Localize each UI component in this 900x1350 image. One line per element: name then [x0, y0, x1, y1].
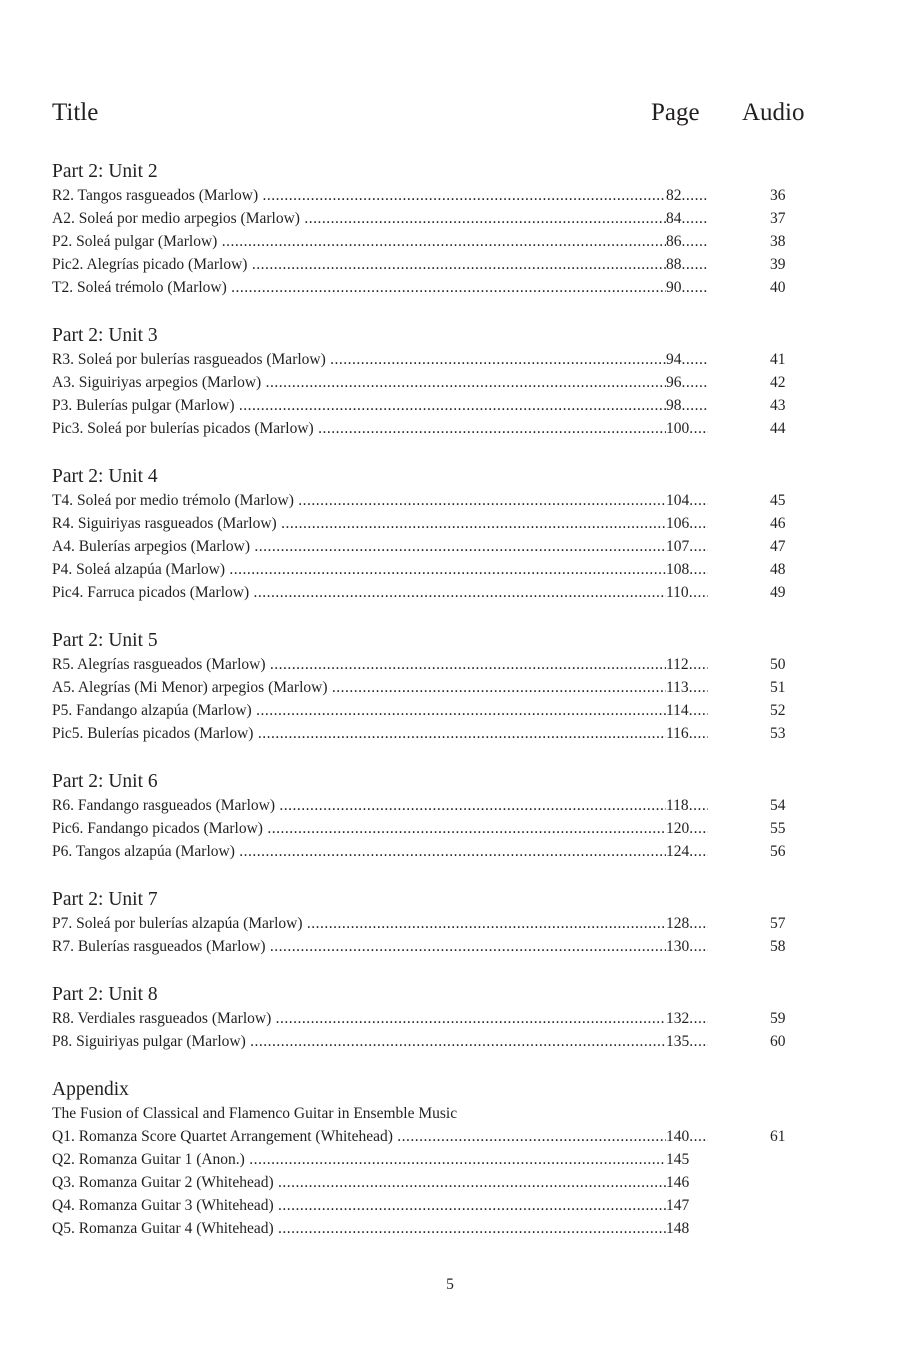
entry-title: Pic6. Fandango picados (Marlow) .....: [52, 817, 666, 840]
entry-audio-track: 46: [770, 515, 786, 532]
toc-entry[interactable]: [52, 794, 788, 817]
entry-page-number: 98 .....: [666, 394, 708, 417]
entry-audio-track: 47: [770, 538, 786, 555]
toc-entry[interactable]: [52, 558, 788, 581]
toc-entry[interactable]: [52, 276, 788, 299]
toc-entry[interactable]: [52, 417, 788, 440]
toc-section: [52, 770, 788, 863]
entry-title: Pic5. Bulerías picados (Marlow) .....: [52, 722, 666, 745]
entry-page-number: 104 .....: [666, 489, 708, 512]
page-number: 5: [446, 1276, 454, 1293]
toc-section: [52, 465, 788, 604]
toc-entry[interactable]: [52, 1007, 788, 1030]
toc-entry[interactable]: [52, 722, 788, 745]
toc-entry[interactable]: [52, 676, 788, 699]
entry-page-number: 96 .....: [666, 371, 708, 394]
entry-page-number: 147: [666, 1197, 690, 1214]
entry-audio-track: 50: [770, 656, 786, 673]
entry-audio-track: 48: [770, 561, 786, 578]
section-title: Part 2: Unit 5: [52, 630, 158, 651]
entry-page-number: 88 .....: [666, 253, 708, 276]
entry-title: Q2. Romanza Guitar 1 (Anon.) .....: [52, 1148, 666, 1171]
entry-page-number: 84 .....: [666, 207, 708, 230]
entry-title: T2. Soleá trémolo (Marlow) .....: [52, 276, 666, 299]
entry-page-number: 145: [666, 1151, 690, 1168]
entry-audio-track: 51: [770, 679, 786, 696]
toc-entry[interactable]: [52, 699, 788, 722]
entry-audio-track: 57: [770, 915, 786, 932]
entry-title: Q3. Romanza Guitar 2 (Whitehead) .....: [52, 1171, 666, 1194]
entry-audio-track: 49: [770, 584, 786, 601]
toc-header: [52, 96, 808, 130]
toc-entry[interactable]: [52, 1194, 788, 1217]
entry-audio-track: 41: [770, 351, 786, 368]
entry-page-number: 135 .....: [666, 1030, 708, 1053]
header-page-label: Page: [651, 99, 700, 126]
entry-audio-track: 37: [770, 210, 786, 227]
entry-audio-track: 45: [770, 492, 786, 509]
toc-section: [52, 324, 788, 440]
entry-page-number: 108 .....: [666, 558, 708, 581]
entry-title: T4. Soleá por medio trémolo (Marlow) .....: [52, 489, 666, 512]
entry-title: P6. Tangos alzapúa (Marlow) .....: [52, 840, 666, 863]
entry-audio-track: 56: [770, 843, 786, 860]
entry-page-number: 100 .....: [666, 417, 708, 440]
entry-title: R6. Fandango rasgueados (Marlow) .....: [52, 794, 666, 817]
entry-page-number: 148: [666, 1220, 690, 1237]
entry-audio-track: 58: [770, 938, 786, 955]
toc-sections: [52, 160, 788, 1265]
entry-audio-track: 36: [770, 187, 786, 204]
entry-title: R5. Alegrías rasgueados (Marlow) .....: [52, 653, 666, 676]
entry-page-number: 114 .....: [666, 699, 708, 722]
entry-page-number: 116 .....: [666, 722, 708, 745]
entry-title: Pic4. Farruca picados (Marlow) .....: [52, 581, 666, 604]
toc-entry[interactable]: [52, 371, 788, 394]
toc-entry[interactable]: [52, 489, 788, 512]
entry-title: Q1. Romanza Score Quartet Arrangement (Whitehead) .....: [52, 1125, 666, 1148]
entry-page-number: 110 .....: [666, 581, 708, 604]
entry-title: A4. Bulerías arpegios (Marlow) .....: [52, 535, 666, 558]
entry-page-number: 120 .....: [666, 817, 708, 840]
entry-audio-track: 44: [770, 420, 786, 437]
section-title: Part 2: Unit 2: [52, 161, 158, 182]
entry-audio-track: 39: [770, 256, 786, 273]
entry-page-number: 113 .....: [666, 676, 708, 699]
entry-title: R7. Bulerías rasgueados (Marlow) .....: [52, 935, 666, 958]
entry-title: A5. Alegrías (Mi Menor) arpegios (Marlow) .....: [52, 676, 666, 699]
toc-entry[interactable]: [52, 912, 788, 935]
section-title: Part 2: Unit 4: [52, 466, 158, 487]
entry-title: R3. Soleá por bulerías rasgueados (Marlow) .....: [52, 348, 666, 371]
toc-entry[interactable]: [52, 394, 788, 417]
entry-title: A2. Soleá por medio arpegios (Marlow) .....: [52, 207, 666, 230]
entry-title: R4. Siguiriyas rasgueados (Marlow) .....: [52, 512, 666, 535]
section-title: Part 2: Unit 6: [52, 771, 158, 792]
toc-section: [52, 888, 788, 958]
entry-title: P2. Soleá pulgar (Marlow) .....: [52, 230, 666, 253]
entry-audio-track: 53: [770, 725, 786, 742]
entry-page-number: 94 .....: [666, 348, 708, 371]
entry-title: P3. Bulerías pulgar (Marlow) .....: [52, 394, 666, 417]
entry-audio-track: 59: [770, 1010, 786, 1027]
entry-page-number: 140 .....: [666, 1125, 708, 1148]
toc-entry[interactable]: [52, 1217, 788, 1240]
entry-page-number: 86 .....: [666, 230, 708, 253]
entry-audio-track: 40: [770, 279, 786, 296]
entry-title: A3. Siguiriyas arpegios (Marlow) .....: [52, 371, 666, 394]
entry-page-number: 82 .....: [666, 184, 708, 207]
entry-audio-track: 61: [770, 1128, 786, 1145]
toc-entry[interactable]: [52, 535, 788, 558]
header-audio-label: Audio: [742, 99, 805, 126]
entry-page-number: 106 .....: [666, 512, 708, 535]
entry-page-number: 118 .....: [666, 794, 708, 817]
entry-page-number: 124 .....: [666, 840, 708, 863]
toc-entry[interactable]: [52, 348, 788, 371]
toc-entry[interactable]: [52, 230, 788, 253]
section-title: Part 2: Unit 8: [52, 984, 158, 1005]
entry-title: Pic2. Alegrías picado (Marlow) .....: [52, 253, 666, 276]
entry-title: R2. Tangos rasgueados (Marlow) .....: [52, 184, 666, 207]
entry-title: P7. Soleá por bulerías alzapúa (Marlow) .....: [52, 912, 666, 935]
section-title: Part 2: Unit 3: [52, 325, 158, 346]
toc-section: [52, 629, 788, 745]
entry-page-number: 107 .....: [666, 535, 708, 558]
toc-entry[interactable]: [52, 1148, 788, 1171]
toc-section: [52, 1078, 788, 1240]
toc-entry[interactable]: [52, 184, 788, 207]
entry-audio-track: 55: [770, 820, 786, 837]
entry-title: Q5. Romanza Guitar 4 (Whitehead) .....: [52, 1217, 666, 1240]
entry-title: Q4. Romanza Guitar 3 (Whitehead) .....: [52, 1194, 666, 1217]
entry-audio-track: 38: [770, 233, 786, 250]
entry-audio-track: 60: [770, 1033, 786, 1050]
toc-entry[interactable]: [52, 935, 788, 958]
entry-audio-track: 54: [770, 797, 786, 814]
entry-page-number: 128 .....: [666, 912, 708, 935]
entry-audio-track: 52: [770, 702, 786, 719]
toc-entry[interactable]: [52, 1030, 788, 1053]
entry-page-number: 132 .....: [666, 1007, 708, 1030]
entry-page-number: 90 .....: [666, 276, 708, 299]
entry-title: P4. Soleá alzapúa (Marlow) .....: [52, 558, 666, 581]
entry-audio-track: 43: [770, 397, 786, 414]
section-title: Part 2: Unit 7: [52, 889, 158, 910]
toc-entry[interactable]: [52, 207, 788, 230]
toc-entry[interactable]: [52, 581, 788, 604]
toc-entry[interactable]: [52, 653, 788, 676]
entry-page-number: 146: [666, 1174, 690, 1191]
toc-entry[interactable]: [52, 512, 788, 535]
toc-entry[interactable]: [52, 840, 788, 863]
section-subtitle: The Fusion of Classical and Flamenco Guitar in Ensemble Music: [52, 1105, 458, 1122]
toc-entry[interactable]: [52, 1171, 788, 1194]
toc-section: [52, 983, 788, 1053]
entry-audio-track: 42: [770, 374, 786, 391]
toc-entry[interactable]: [52, 1125, 788, 1148]
toc-entry[interactable]: [52, 253, 788, 276]
entry-page-number: 112 .....: [666, 653, 708, 676]
section-title: Appendix: [52, 1079, 129, 1100]
entry-title: P5. Fandango alzapúa (Marlow) .....: [52, 699, 666, 722]
entry-title: Pic3. Soleá por bulerías picados (Marlow) .....: [52, 417, 666, 440]
toc-entry[interactable]: [52, 817, 788, 840]
toc-section: [52, 160, 788, 299]
header-title-label: Title: [52, 99, 99, 126]
entry-page-number: 130 .....: [666, 935, 708, 958]
entry-title: R8. Verdiales rasgueados (Marlow) .....: [52, 1007, 666, 1030]
entry-title: P8. Siguiriyas pulgar (Marlow) .....: [52, 1030, 666, 1053]
